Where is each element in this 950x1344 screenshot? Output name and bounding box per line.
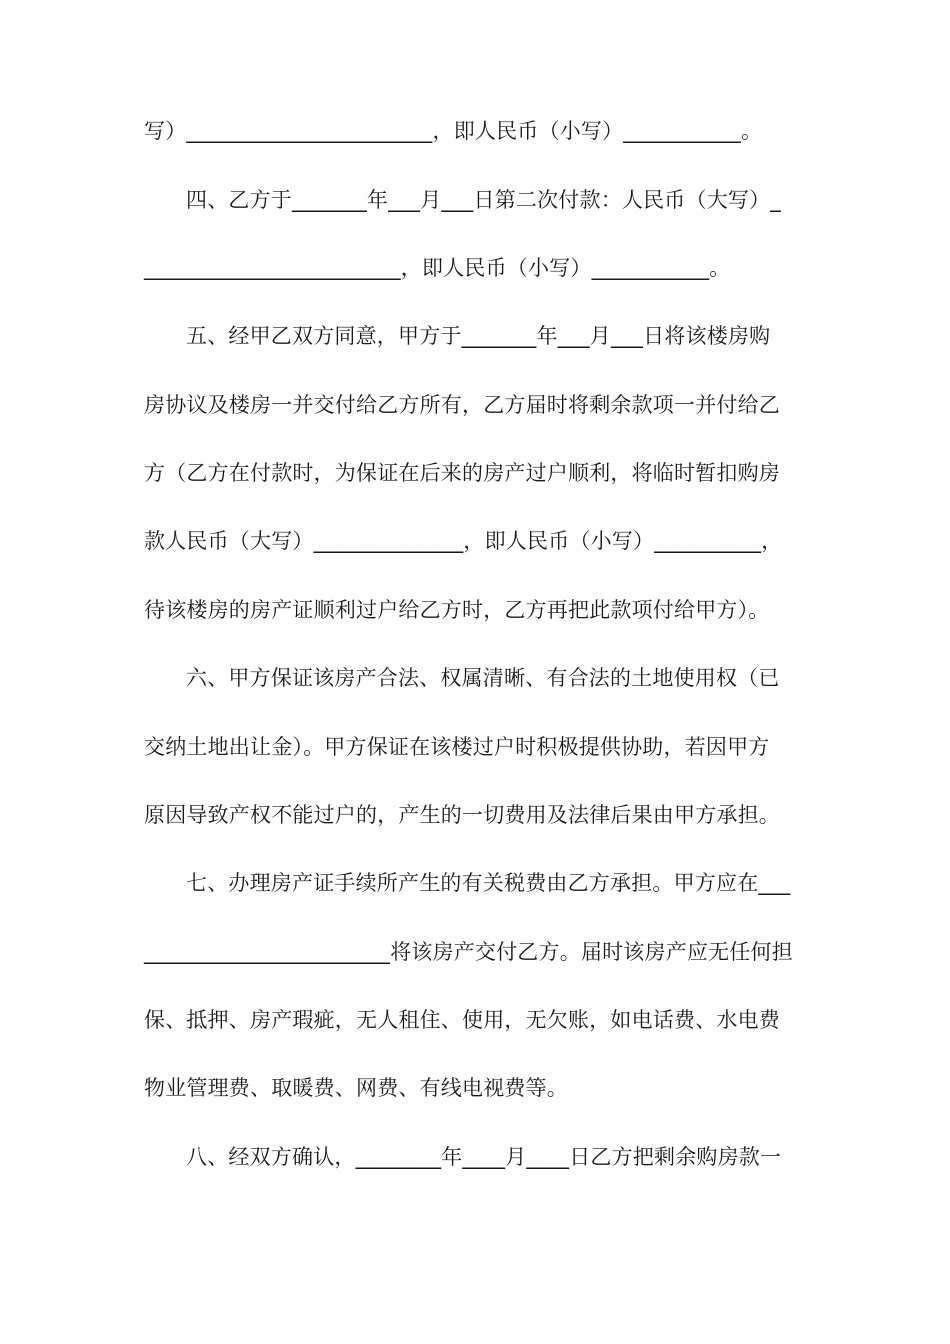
clause-7-line-1: 七、办理房产证手续所产生的有关税费由乙方承担。甲方应在___	[186, 871, 791, 895]
clause-6-line-3: 原因导致产权不能过户的，产生的一切费用及法律后果由甲方承担。	[144, 803, 780, 827]
clause-7-line-3: 保、抵押、房产瑕疵，无人租住、使用，无欠账，如电话费、水电费	[144, 1008, 780, 1032]
clause-6-line-1: 六、甲方保证该房产合法、权属清晰、有合法的土地使用权（已	[186, 666, 780, 690]
clause-5-line-2: 房协议及楼房一并交付给乙方所有，乙方届时将剩余款项一并付给乙	[144, 393, 780, 417]
clause-6-line-2: 交纳土地出让金）。甲方保证在该楼过户时积极提供协助，若因甲方	[144, 735, 770, 759]
clause-4-line-1: 四、乙方于_______年___月___日第二次付款：人民币（大写）_	[186, 188, 781, 212]
clause-8-line-1: 八、经双方确认，________年____月____日乙方把剩余购房款一	[186, 1145, 782, 1169]
clause-7-line-2: _______________________将该房产交付乙方。届时该房产应无任何担	[144, 940, 793, 964]
clause-5-line-4: 款人民币（大写）______________，即人民币（小写）__________，	[144, 529, 783, 553]
clause-5-line-1: 五、经甲乙双方同意，甲方于_______年___月___日将该楼房购	[186, 324, 771, 348]
clause-4-line-2: ________________________，即人民币（小写）___________。	[144, 256, 731, 280]
clause-5-line-5: 待该楼房的房产证顺利过户给乙方时，乙方再把此款项付给甲方）。	[144, 598, 770, 622]
text-line-1: 写）_______________________，即人民币（小写）___________。	[144, 119, 763, 143]
clause-7-line-4: 物业管理费、取暖费、网费、有线电视费等。	[144, 1076, 568, 1100]
clause-5-line-3: 方（乙方在付款时，为保证在后来的房产过户顺利，将临时暂扣购房	[144, 461, 780, 485]
